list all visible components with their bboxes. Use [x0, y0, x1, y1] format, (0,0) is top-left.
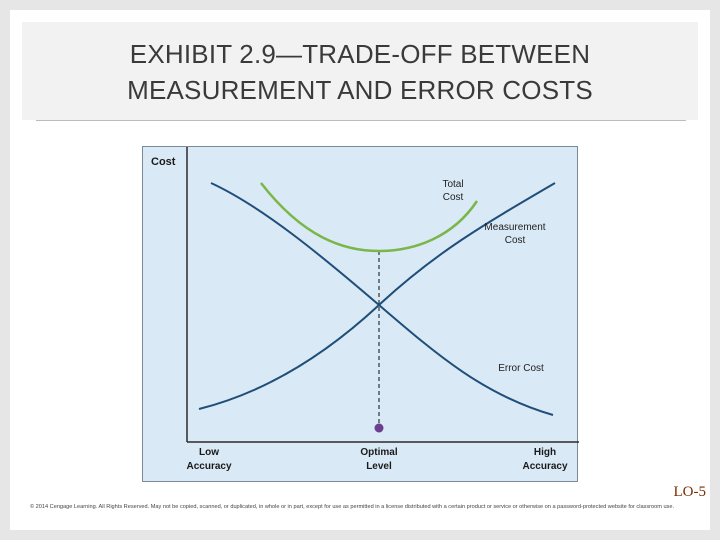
- x-label-optimal-line2: Level: [366, 461, 392, 472]
- total-cost-label-line2: Cost: [442, 192, 464, 203]
- copyright-notice: © 2014 Cengage Learning. All Rights Reserved. May not be copied, scanned, or duplicated, in whole or in part, except for use as permitted in a license distributed with a certain product or service or otherwise on a password-protected website for classroom use.: [30, 504, 675, 510]
- diagram-canvas: [143, 147, 579, 483]
- error-cost-curve: [199, 183, 555, 409]
- measurement-cost-label-line2: Cost: [504, 235, 526, 246]
- x-label-low-line2: Accuracy: [186, 461, 232, 472]
- title-line-1: EXHIBIT 2.9—TRADE-OFF BETWEEN: [129, 39, 591, 69]
- error-cost-label: Error Cost: [498, 363, 544, 374]
- slide-title: [22, 36, 698, 108]
- measurement-cost-label-line1: Measurement: [484, 222, 546, 233]
- x-label-high-line1: High: [533, 447, 557, 458]
- total-cost-label-line1: Total: [442, 179, 464, 190]
- optimal-level-marker: [375, 424, 384, 433]
- learning-objective-label: LO-5: [673, 484, 706, 500]
- title-line-2: MEASUREMENT AND ERROR COSTS: [127, 75, 593, 105]
- y-axis-label: Cost: [151, 156, 176, 168]
- measurement-cost-curve: [211, 183, 553, 415]
- title-divider: [36, 120, 686, 121]
- tradeoff-diagram: [142, 146, 578, 482]
- x-label-optimal-line1: Optimal: [360, 447, 398, 458]
- x-label-high-line2: Accuracy: [522, 461, 568, 472]
- x-label-low-line1: Low: [199, 447, 219, 458]
